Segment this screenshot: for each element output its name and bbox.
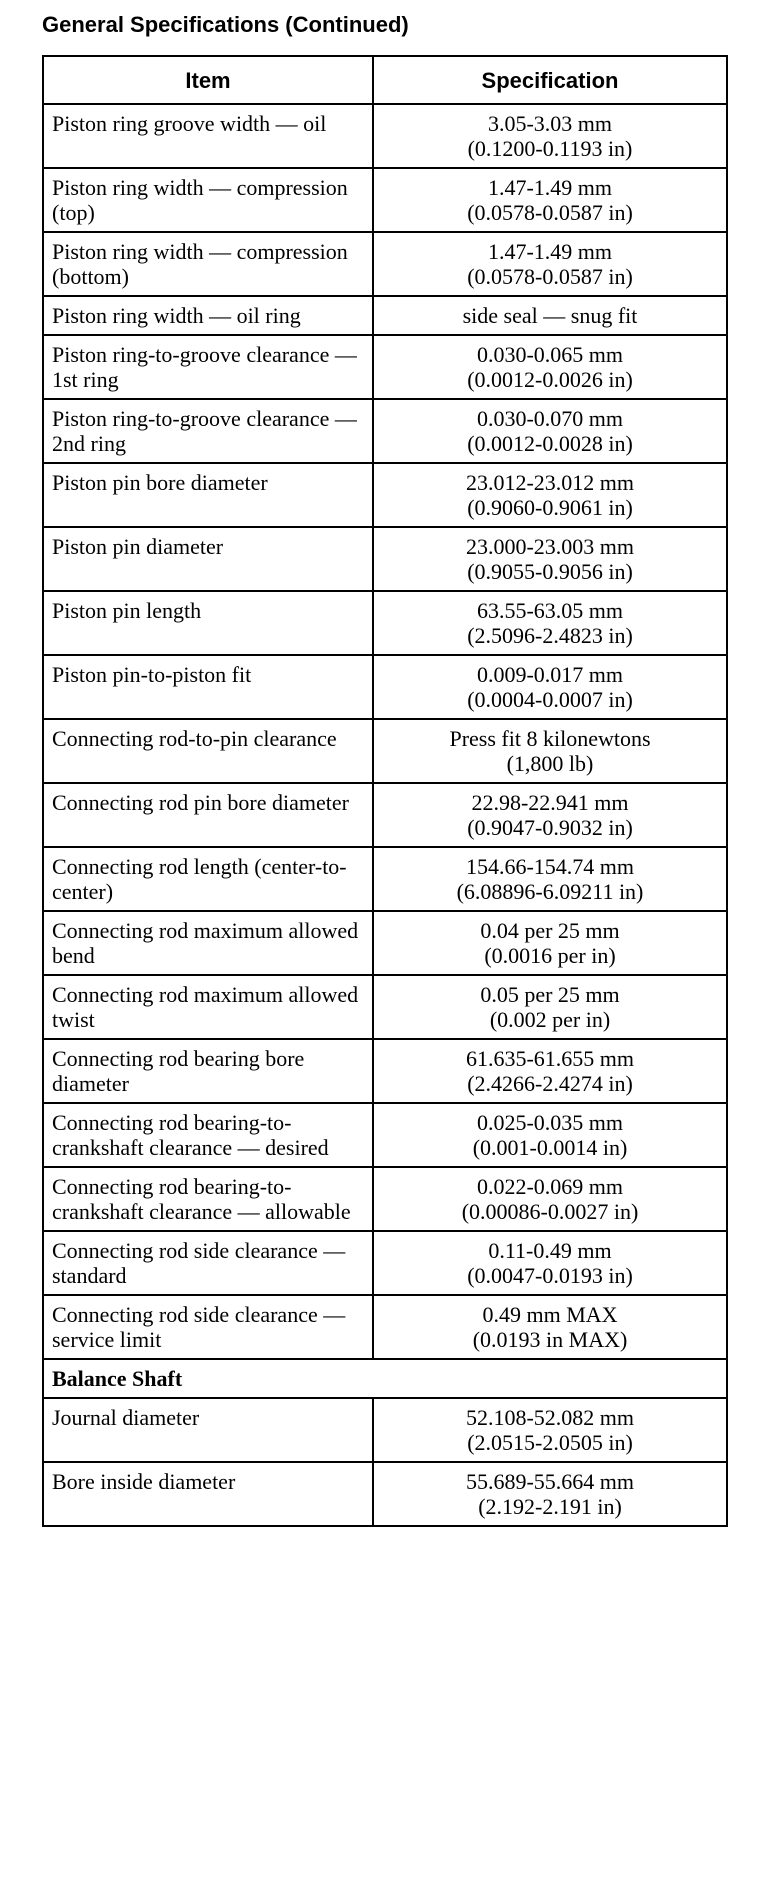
table-row (43, 296, 727, 335)
item-cell: Piston pin bore diameter (43, 463, 373, 527)
column-header-specification: Specification (373, 56, 727, 104)
table-row (43, 847, 727, 911)
spec-imperial: (2.0515-2.0505 in) (467, 1430, 633, 1455)
table-row (43, 168, 727, 232)
item-cell: Piston ring-to-groove clearance — 1st ring (43, 335, 373, 399)
table-row (43, 104, 727, 168)
table-row (43, 783, 727, 847)
spec-imperial: (0.9060-0.9061 in) (467, 495, 633, 520)
specification-cell (373, 296, 727, 335)
specification-cell (373, 1462, 727, 1526)
table-body (43, 104, 727, 1359)
item-cell: Piston ring-to-groove clearance — 2nd ring (43, 399, 373, 463)
item-cell: Bore inside diameter (43, 1462, 373, 1526)
specification-cell (373, 783, 727, 847)
spec-imperial: (0.0578-0.0587 in) (467, 200, 633, 225)
section-title: Balance Shaft (43, 1359, 727, 1398)
specification-cell (373, 1295, 727, 1359)
specification-cell (373, 591, 727, 655)
table-row (43, 335, 727, 399)
item-cell: Piston pin diameter (43, 527, 373, 591)
table-row (43, 1398, 727, 1462)
item-cell: Connecting rod maximum allowed twist (43, 975, 373, 1039)
spec-metric: 1.47-1.49 mm (487, 239, 613, 264)
specification-cell (373, 399, 727, 463)
specification-cell (373, 335, 727, 399)
spec-imperial: (0.9055-0.9056 in) (467, 559, 633, 584)
spec-imperial: (0.00086-0.0027 in) (461, 1199, 639, 1224)
table-row (43, 1295, 727, 1359)
item-cell: Journal diameter (43, 1398, 373, 1462)
item-cell: Connecting rod side clearance — standard (43, 1231, 373, 1295)
table-row (43, 399, 727, 463)
specification-cell (373, 719, 727, 783)
table-header-row (43, 56, 727, 104)
spec-imperial: (0.0047-0.0193 in) (467, 1263, 633, 1288)
spec-imperial: (6.08896-6.09211 in) (456, 879, 644, 904)
item-cell: Piston pin length (43, 591, 373, 655)
table-row (43, 719, 727, 783)
item-cell: Connecting rod bearing-to-crankshaft clearance — desired (43, 1103, 373, 1167)
specification-cell (373, 232, 727, 296)
spec-metric: 0.009-0.017 mm (476, 662, 624, 687)
spec-imperial: (0.0012-0.0028 in) (467, 431, 633, 456)
spec-metric: side seal — snug fit (462, 303, 638, 328)
item-cell: Connecting rod side clearance — service limit (43, 1295, 373, 1359)
table-row (43, 1103, 727, 1167)
item-cell: Connecting rod pin bore diameter (43, 783, 373, 847)
spec-metric: 0.11-0.49 mm (488, 1238, 612, 1263)
specification-cell (373, 1167, 727, 1231)
spec-metric: 3.05-3.03 mm (487, 111, 613, 136)
specification-cell (373, 1039, 727, 1103)
table-row (43, 1462, 727, 1526)
table-row (43, 655, 727, 719)
spec-imperial: (1,800 lb) (506, 751, 594, 776)
table-row (43, 232, 727, 296)
spec-imperial: (0.0016 per in) (484, 943, 616, 968)
spec-metric: 63.55-63.05 mm (476, 598, 624, 623)
table-row (43, 1231, 727, 1295)
spec-imperial: (2.5096-2.4823 in) (467, 623, 633, 648)
specification-cell (373, 655, 727, 719)
item-cell: Piston ring width — compression (bottom) (43, 232, 373, 296)
specification-cell (373, 527, 727, 591)
specification-cell (373, 1103, 727, 1167)
balance-shaft-section (43, 1359, 727, 1398)
spec-imperial: (0.9047-0.9032 in) (467, 815, 633, 840)
spec-metric: 0.030-0.065 mm (476, 342, 624, 367)
spec-metric: 55.689-55.664 mm (465, 1469, 635, 1494)
column-header-item: Item (43, 56, 373, 104)
spec-metric: 52.108-52.082 mm (465, 1405, 635, 1430)
spec-imperial: (0.1200-0.1193 in) (467, 136, 633, 161)
specification-cell (373, 463, 727, 527)
spec-imperial: (0.0578-0.0587 in) (467, 264, 633, 289)
table-row (43, 911, 727, 975)
item-cell: Connecting rod length (center-to-center) (43, 847, 373, 911)
spec-metric: 1.47-1.49 mm (487, 175, 613, 200)
table-row (43, 975, 727, 1039)
spec-imperial: (0.002 per in) (489, 1007, 611, 1032)
spec-imperial: (0.0012-0.0026 in) (467, 367, 633, 392)
spec-metric: 23.000-23.003 mm (465, 534, 635, 559)
table-row (43, 527, 727, 591)
spec-metric: 61.635-61.655 mm (465, 1046, 635, 1071)
spec-imperial: (2.4266-2.4274 in) (467, 1071, 633, 1096)
table-row (43, 591, 727, 655)
spec-metric: 154.66-154.74 mm (465, 854, 635, 879)
item-cell: Connecting rod bearing bore diameter (43, 1039, 373, 1103)
spec-imperial: (2.192-2.191 in) (478, 1494, 622, 1519)
specification-cell (373, 847, 727, 911)
section-header-row (43, 1359, 727, 1398)
specification-cell (373, 168, 727, 232)
page-title: General Specifications (Continued) (42, 12, 409, 37)
specification-cell (373, 1231, 727, 1295)
item-cell: Piston ring groove width — oil (43, 104, 373, 168)
table-row (43, 1039, 727, 1103)
spec-metric: 0.04 per 25 mm (480, 918, 620, 943)
item-cell: Piston ring width — oil ring (43, 296, 373, 335)
item-cell: Connecting rod maximum allowed bend (43, 911, 373, 975)
spec-metric: 0.49 mm MAX (482, 1302, 618, 1327)
spec-metric: 0.022-0.069 mm (476, 1174, 624, 1199)
specification-cell (373, 104, 727, 168)
spec-imperial: (0.0193 in MAX) (472, 1327, 628, 1352)
table-row (43, 1167, 727, 1231)
specifications-table (42, 55, 728, 1527)
spec-metric: 0.05 per 25 mm (480, 982, 620, 1007)
specification-cell (373, 975, 727, 1039)
spec-metric: 22.98-22.941 mm (471, 790, 629, 815)
spec-metric: 23.012-23.012 mm (465, 470, 635, 495)
section-body (43, 1398, 727, 1526)
spec-imperial: (0.0004-0.0007 in) (467, 687, 633, 712)
spec-imperial: (0.001-0.0014 in) (472, 1135, 628, 1160)
item-cell: Piston ring width — compression (top) (43, 168, 373, 232)
specification-cell (373, 911, 727, 975)
spec-metric: 0.030-0.070 mm (476, 406, 624, 431)
spec-metric: Press fit 8 kilonewtons (449, 726, 651, 751)
item-cell: Piston pin-to-piston fit (43, 655, 373, 719)
specification-cell (373, 1398, 727, 1462)
spec-metric: 0.025-0.035 mm (476, 1110, 624, 1135)
table-row (43, 463, 727, 527)
item-cell: Connecting rod-to-pin clearance (43, 719, 373, 783)
item-cell: Connecting rod bearing-to-crankshaft clearance — allowable (43, 1167, 373, 1231)
